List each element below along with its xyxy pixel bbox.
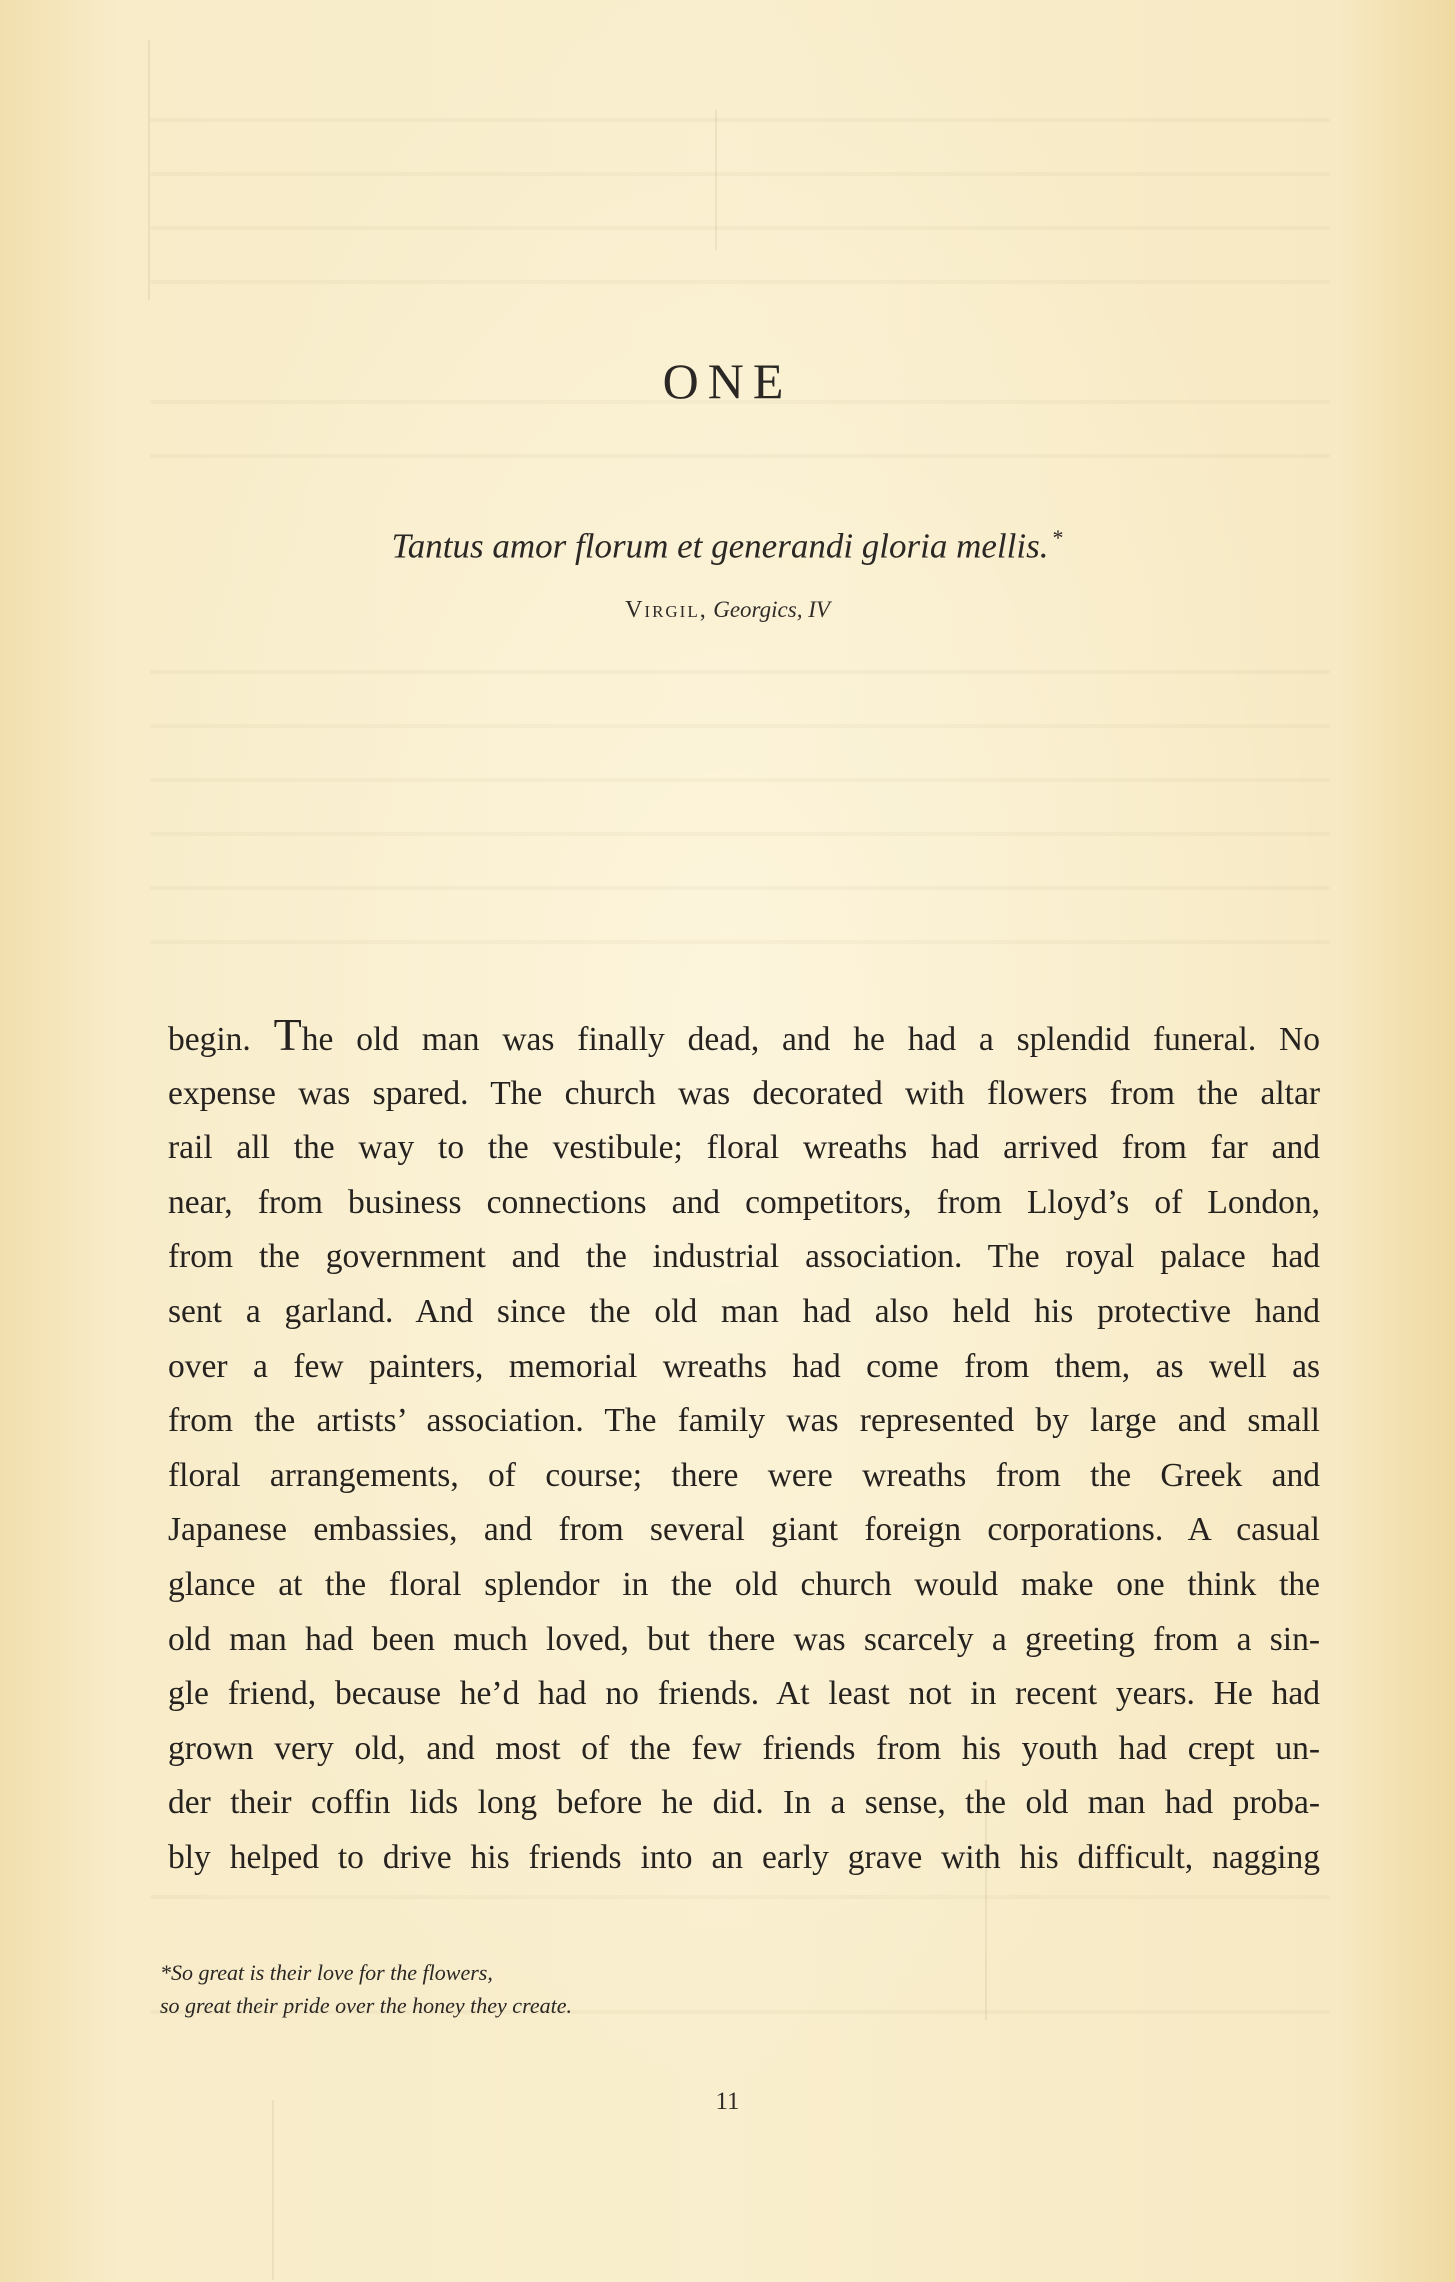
body-line: Japanese embassies, and from several giant foreign corporations. A casual xyxy=(168,1511,1320,1549)
body-line: near, from business connections and competitors, from Lloyd’s of London, xyxy=(168,1183,1320,1221)
bleed-through-line xyxy=(150,832,1330,836)
paper-crease xyxy=(272,2100,274,2280)
bleed-through-line xyxy=(150,778,1330,782)
bleed-through-line xyxy=(150,118,1330,122)
body-line: floral arrangements, of course; there were wreaths from the Greek and xyxy=(168,1456,1320,1494)
body-line: sent a garland. And since the old man had also held his protective hand xyxy=(168,1292,1320,1330)
chapter-title: ONE xyxy=(662,353,793,409)
body-line: grown very old, and most of the few friends from his youth had crept un- xyxy=(168,1729,1320,1767)
body-line: expense was spared. The church was decorated with flowers from the altar xyxy=(168,1074,1320,1112)
footnote-marker: * xyxy=(1052,525,1064,550)
body-line: old man had been much loved, but there was scarcely a greeting from a sin- xyxy=(168,1620,1320,1658)
footnote-line: *So great is their love for the flowers, xyxy=(160,1960,493,1985)
bleed-through-line xyxy=(150,172,1330,176)
footnote xyxy=(160,1956,960,2022)
epigraph xyxy=(0,525,1455,567)
paper-crease xyxy=(148,40,150,300)
bleed-through-line xyxy=(150,724,1330,728)
body-line: from the government and the industrial association. The royal palace had xyxy=(168,1238,1320,1276)
bleed-through-line xyxy=(150,280,1330,284)
body-line: glance at the floral splendor in the old church would make one think the xyxy=(168,1565,1320,1603)
bleed-through-line xyxy=(150,886,1330,890)
epigraph-author: Virgil, xyxy=(625,597,708,623)
body-line: der their coffin lids long before he did. In a sense, the old man had proba- xyxy=(168,1784,1320,1822)
bleed-through-line xyxy=(150,454,1330,458)
drop-cap: T xyxy=(273,1009,302,1060)
body-line: over a few painters, memorial wreaths had come from them, as well as xyxy=(168,1347,1320,1385)
epigraph-text: Tantus amor florum et generandi gloria mellis. xyxy=(391,526,1049,566)
first-line-text: he old man was finally dead, and he had a splendid funeral. No xyxy=(301,1021,1320,1058)
lead-word: begin. xyxy=(168,1021,274,1058)
epigraph-work: Georgics, IV xyxy=(713,597,830,622)
body-text xyxy=(168,1009,1320,1886)
page-number: 11 xyxy=(715,2088,740,2115)
bleed-through-line xyxy=(150,670,1330,674)
body-line: bly helped to drive his friends into an early grave with his difficult, nagging xyxy=(168,1838,1320,1876)
paper-crease xyxy=(715,110,717,250)
body-line: rail all the way to the vestibule; floral wreaths had arrived from far and xyxy=(168,1129,1320,1167)
bleed-through-line xyxy=(150,940,1330,944)
epigraph-attribution xyxy=(0,597,1455,624)
bleed-through-line xyxy=(150,1895,1330,1899)
body-line: from the artists’ association. The family was represented by large and small xyxy=(168,1402,1320,1440)
body-line: gle friend, because he’d had no friends. At least not in recent years. He had xyxy=(168,1675,1320,1713)
body-line xyxy=(168,1009,1320,1067)
bleed-through-line xyxy=(150,226,1330,230)
footnote-line: so great their pride over the honey they create. xyxy=(160,1993,572,2018)
